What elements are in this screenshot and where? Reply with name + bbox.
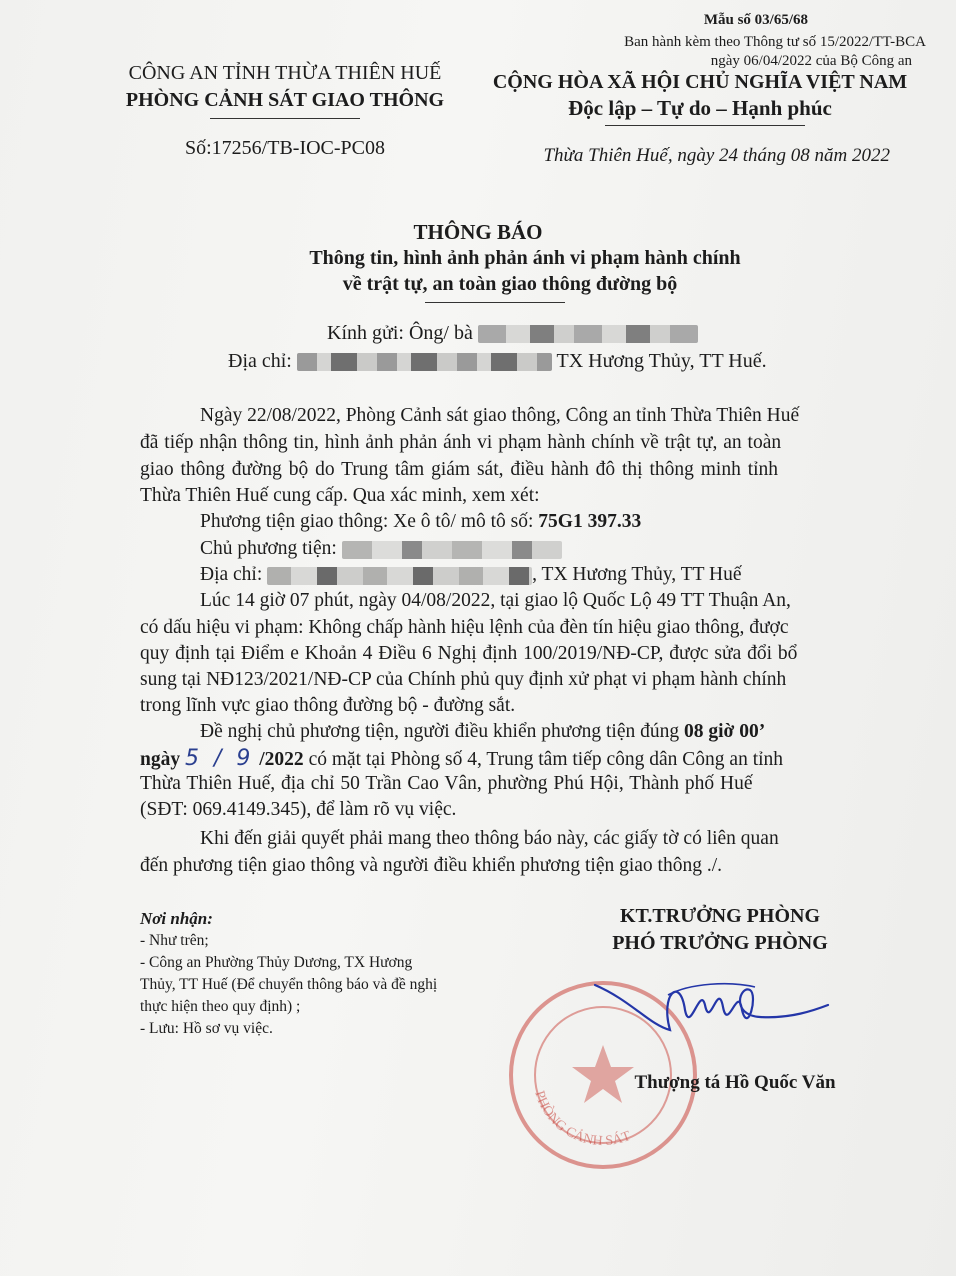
redacted-name	[478, 325, 698, 343]
p3-text: Đề nghị chủ phương tiện, người điều khiển phương tiện đúng	[200, 721, 680, 742]
form-number: Mẫu số 03/65/68	[703, 12, 808, 28]
p3-line4: (SĐT: 069.4149.345), để làm rõ vụ việc.	[140, 799, 457, 820]
p3-line1	[200, 721, 765, 743]
owner-address-line	[200, 564, 742, 586]
motto-divider	[605, 125, 805, 126]
p4-line2: đến phương tiện giao thông và người điều khiển phương tiện giao thông ./.	[140, 855, 723, 876]
p1-line1: Ngày 22/08/2022, Phòng Cảnh sát giao thông, Công an tỉnh Thừa Thiên Huế	[200, 405, 800, 426]
owner-line	[200, 538, 562, 560]
addressee-line	[327, 322, 698, 345]
issued-with-line1: Ban hành kèm theo Thông tư số 15/2022/TT-BCA	[624, 34, 926, 50]
p1-line2: đã tiếp nhận thông tin, hình ảnh phản ánh vi phạm hành chính về trật tự, an toàn	[140, 432, 782, 453]
address-line	[228, 350, 767, 373]
recipients-block	[140, 908, 500, 1040]
signer-name: Thượng tá Hồ Quốc Văn	[634, 1072, 836, 1093]
appointment-year: /2022	[259, 749, 304, 770]
p4-line1: Khi đến giải quyết phải mang theo thông báo này, các giấy tờ có liên quan	[200, 828, 779, 849]
owner-address-label: Địa chỉ:	[200, 564, 263, 585]
p2-line1: Lúc 14 giờ 07 phút, ngày 04/08/2022, tại giao lộ Quốc Lộ 49 TT Thuận An,	[200, 590, 791, 611]
doc-title: THÔNG BÁO	[413, 220, 543, 244]
issued-with-line2: ngày 06/04/2022 của Bộ Công an	[710, 53, 912, 69]
address-label: Địa chỉ:	[228, 350, 292, 372]
recipient-item: - Như trên;	[140, 932, 209, 949]
doc-subtitle-1: Thông tin, hình ảnh phản ánh vi phạm hành chính	[309, 247, 741, 269]
recipient-item: thực hiện theo quy định) ;	[140, 998, 301, 1015]
handwritten-signature	[590, 955, 830, 1045]
doc-subtitle-2: về trật tự, an toàn giao thông đường bộ	[342, 273, 678, 295]
svg-text:PHÒNG CẢNH SÁT: PHÒNG CẢNH SÁT	[531, 1089, 633, 1150]
motto: Độc lập – Tự do – Hạnh phúc	[568, 96, 832, 120]
p3-line3: Thừa Thiên Huế, địa chỉ 50 Trần Cao Vân, phường Phú Hội, Thành phố Huế	[140, 773, 753, 794]
p1-line4: Thừa Thiên Huế cung cấp. Qua xác minh, xem xét:	[140, 485, 540, 506]
redacted-owner	[342, 541, 562, 559]
p3-line2	[140, 746, 783, 771]
vehicle-line	[200, 511, 641, 533]
redacted-owner-address	[267, 567, 532, 585]
vehicle-label: Phương tiện giao thông: Xe ô tô/ mô tô số:	[200, 511, 534, 532]
p1-line3: giao thông đường bộ do Trung tâm giám sát, điều hành đô thị thông minh tỉnh	[140, 459, 779, 480]
p2-line3: quy định tại Điểm e Khoản 4 Điều 6 Nghị định 100/2019/NĐ-CP, được sửa đổi bổ	[140, 643, 798, 664]
doc-number: Số:17256/TB-IOC-PC08	[184, 137, 386, 159]
nation-title: CỘNG HÒA XÃ HỘI CHỦ NGHĨA VIỆT NAM	[492, 71, 908, 93]
recipients-heading: Nơi nhận:	[140, 909, 213, 928]
p2-line2: có dấu hiệu vi phạm: Không chấp hành hiệu lệnh của đèn tín hiệu giao thông, được	[140, 617, 789, 638]
sign-role-1: KT.TRƯỞNG PHÒNG	[620, 905, 820, 927]
agency-parent: CÔNG AN TỈNH THỪA THIÊN HUẾ	[128, 62, 442, 84]
owner-label: Chủ phương tiện:	[200, 538, 337, 559]
agency-dept: PHÒNG CẢNH SÁT GIAO THÔNG	[125, 89, 445, 111]
recipient-item: Thủy, TT Huế (Để chuyển thông báo và đề nghị	[140, 976, 438, 993]
redacted-address	[297, 353, 552, 371]
vehicle-plate: 75G1 397.33	[538, 511, 642, 532]
address-tail: TX Hương Thủy, TT Huế.	[556, 350, 767, 372]
p2-line4: sung tại NĐ123/2021/NĐ-CP của Chính phủ quy định xử phạt vi phạm hành chính	[140, 669, 787, 690]
day-label: ngày	[140, 749, 181, 770]
recipient-item: - Lưu: Hồ sơ vụ việc.	[140, 1020, 273, 1037]
owner-address-tail: , TX Hương Thủy, TT Huế	[532, 564, 742, 585]
place-date: Thừa Thiên Huế, ngày 24 tháng 08 năm 2022	[543, 145, 890, 166]
p2-line5: trong lĩnh vực giao thông đường bộ - đường sắt.	[140, 695, 516, 716]
sign-role-2: PHÓ TRƯỞNG PHÒNG	[612, 932, 828, 954]
recipient-item: - Công an Phường Thủy Dương, TX Hương	[140, 954, 413, 971]
p3-line2-rest: có mặt tại Phòng số 4, Trung tâm tiếp công dân Công an tỉnh	[308, 749, 784, 770]
addressee-greeting: Kính gửi: Ông/ bà	[327, 322, 473, 344]
handwritten-date: 5 / 9	[184, 746, 255, 771]
appointment-time: 08 giờ 00’	[684, 721, 766, 742]
title-divider	[425, 302, 565, 303]
agency-divider	[210, 118, 360, 119]
